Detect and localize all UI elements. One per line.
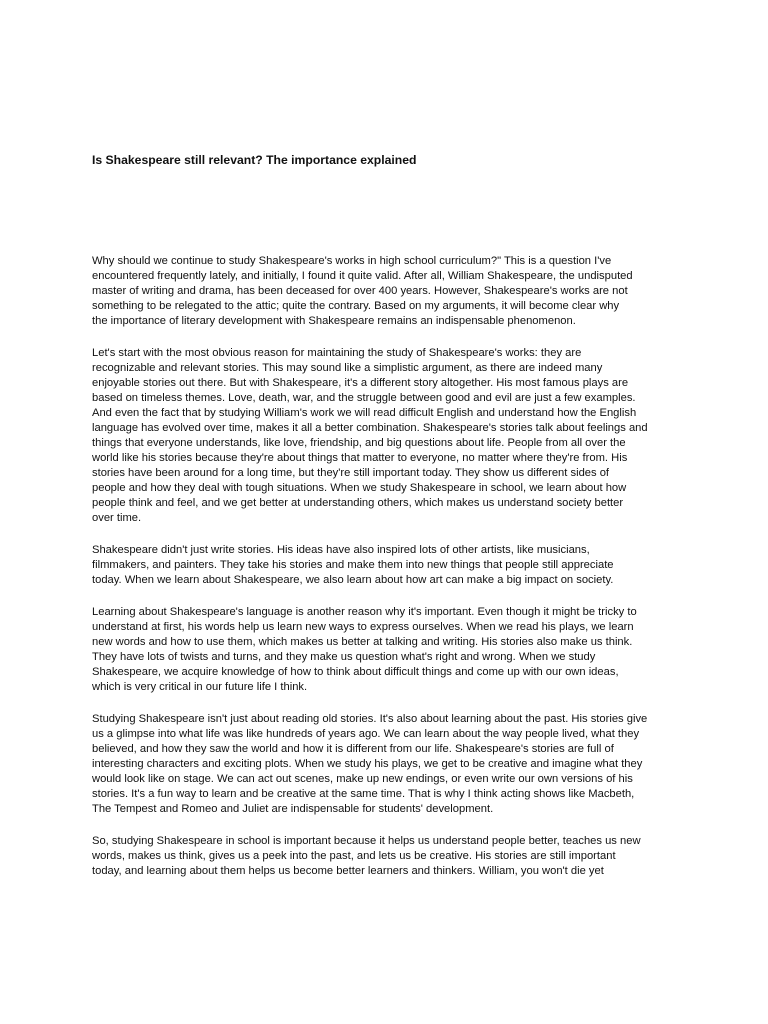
text-line: which is very critical in our future life I think. xyxy=(92,681,308,693)
document-title: Is Shakespeare still relevant? The importance explained xyxy=(92,153,417,167)
text-line: They have lots of twists and turns, and they make us question what's right and wrong. When we study xyxy=(92,651,596,663)
paragraph-relevant-stories xyxy=(92,346,688,526)
text-line: Let's start with the most obvious reason for maintaining the study of Shakespeare's works: they are xyxy=(92,347,582,359)
text-line: something to be relegated to the attic; quite the contrary. Based on my arguments, it will become clear why xyxy=(92,300,620,312)
document-body xyxy=(92,254,688,896)
text-line: would look like on stage. We can act out scenes, make up new endings, or even write our own versions of his xyxy=(92,773,633,785)
paragraph-language xyxy=(92,605,688,695)
text-line: So, studying Shakespeare in school is important because it helps us understand people better, teaches us new xyxy=(92,835,641,847)
text-line: based on timeless themes. Love, death, war, and the struggle between good and evil are just a few examples. xyxy=(92,392,636,404)
paragraph-history xyxy=(92,712,688,817)
text-line: Shakespeare didn't just write stories. His ideas have also inspired lots of other artists, like musicians, xyxy=(92,544,590,556)
text-line: words, makes us think, gives us a peek into the past, and lets us be creative. His stories are still important xyxy=(92,850,616,862)
text-line: understand at first, his words help us learn new ways to express ourselves. When we read his plays, we learn xyxy=(92,621,634,633)
text-line: world like his stories because they're about things that matter to everyone, no matter where they're from. His xyxy=(92,452,628,464)
text-line: enjoyable stories out there. But with Shakespeare, it's a different story altogether. His most famous plays are xyxy=(92,377,629,389)
text-line: filmmakers, and painters. They take his stories and make them into new things that people still appreciate xyxy=(92,559,614,571)
text-line: language has evolved over time, makes it all a better combination. Shakespeare's stories talk about feelings and xyxy=(92,422,648,434)
text-line: the importance of literary development with Shakespeare remains an indispensable phenomenon. xyxy=(92,315,576,327)
text-line: Why should we continue to study Shakespeare's works in high school curriculum?" This is a question I've xyxy=(92,255,612,267)
text-line: people and how they deal with tough situations. When we study Shakespeare in school, we learn about how xyxy=(92,482,627,494)
text-line: Learning about Shakespeare's language is another reason why it's important. Even though it might be tricky to xyxy=(92,606,637,618)
text-line: And even the fact that by studying William's work we will read difficult English and understand how the English xyxy=(92,407,637,419)
text-line: things that everyone understands, like love, friendship, and big questions about life. People from all over the xyxy=(92,437,626,449)
text-line: believed, and how they saw the world and how it is different from our life. Shakespeare's stories are full of xyxy=(92,743,614,755)
text-line: people think and feel, and we get better at understanding others, which makes us understand society better xyxy=(92,497,624,509)
text-line: us a glimpse into what life was like hundreds of years ago. We can learn about the way people lived, what they xyxy=(92,728,640,740)
paragraph-conclusion xyxy=(92,834,688,879)
paragraph-introduction xyxy=(92,254,688,329)
text-line: Studying Shakespeare isn't just about reading old stories. It's also about learning about the past. His stories give xyxy=(92,713,648,725)
text-line: interesting characters and exciting plots. When we study his plays, we get to be creative and imagine what they xyxy=(92,758,643,770)
text-line: recognizable and relevant stories. This may sound like a simplistic argument, as there are indeed many xyxy=(92,362,603,374)
text-line: Shakespeare, we acquire knowledge of how to think about difficult things and come up with our own ideas, xyxy=(92,666,619,678)
text-line: stories. It's a fun way to learn and be creative at the same time. That is why I think acting shows like Macbeth, xyxy=(92,788,635,800)
text-line: over time. xyxy=(92,512,142,524)
text-line: encountered frequently lately, and initially, I found it quite valid. After all, William Shakespeare, the undisputed xyxy=(92,270,633,282)
text-line: new words and how to use them, which makes us better at talking and writing. His stories also make us think. xyxy=(92,636,633,648)
text-line: stories have been around for a long time, but they're still important today. They show us different sides of xyxy=(92,467,610,479)
text-line: today, and learning about them helps us become better learners and thinkers. William, you won't die yet xyxy=(92,865,604,877)
paragraph-inspiration xyxy=(92,543,688,588)
text-line: today. When we learn about Shakespeare, we also learn about how art can make a big impact on society. xyxy=(92,574,614,586)
text-line: master of writing and drama, has been deceased for over 400 years. However, Shakespeare's works are not xyxy=(92,285,628,297)
text-line: The Tempest and Romeo and Juliet are indispensable for students' development. xyxy=(92,803,494,815)
